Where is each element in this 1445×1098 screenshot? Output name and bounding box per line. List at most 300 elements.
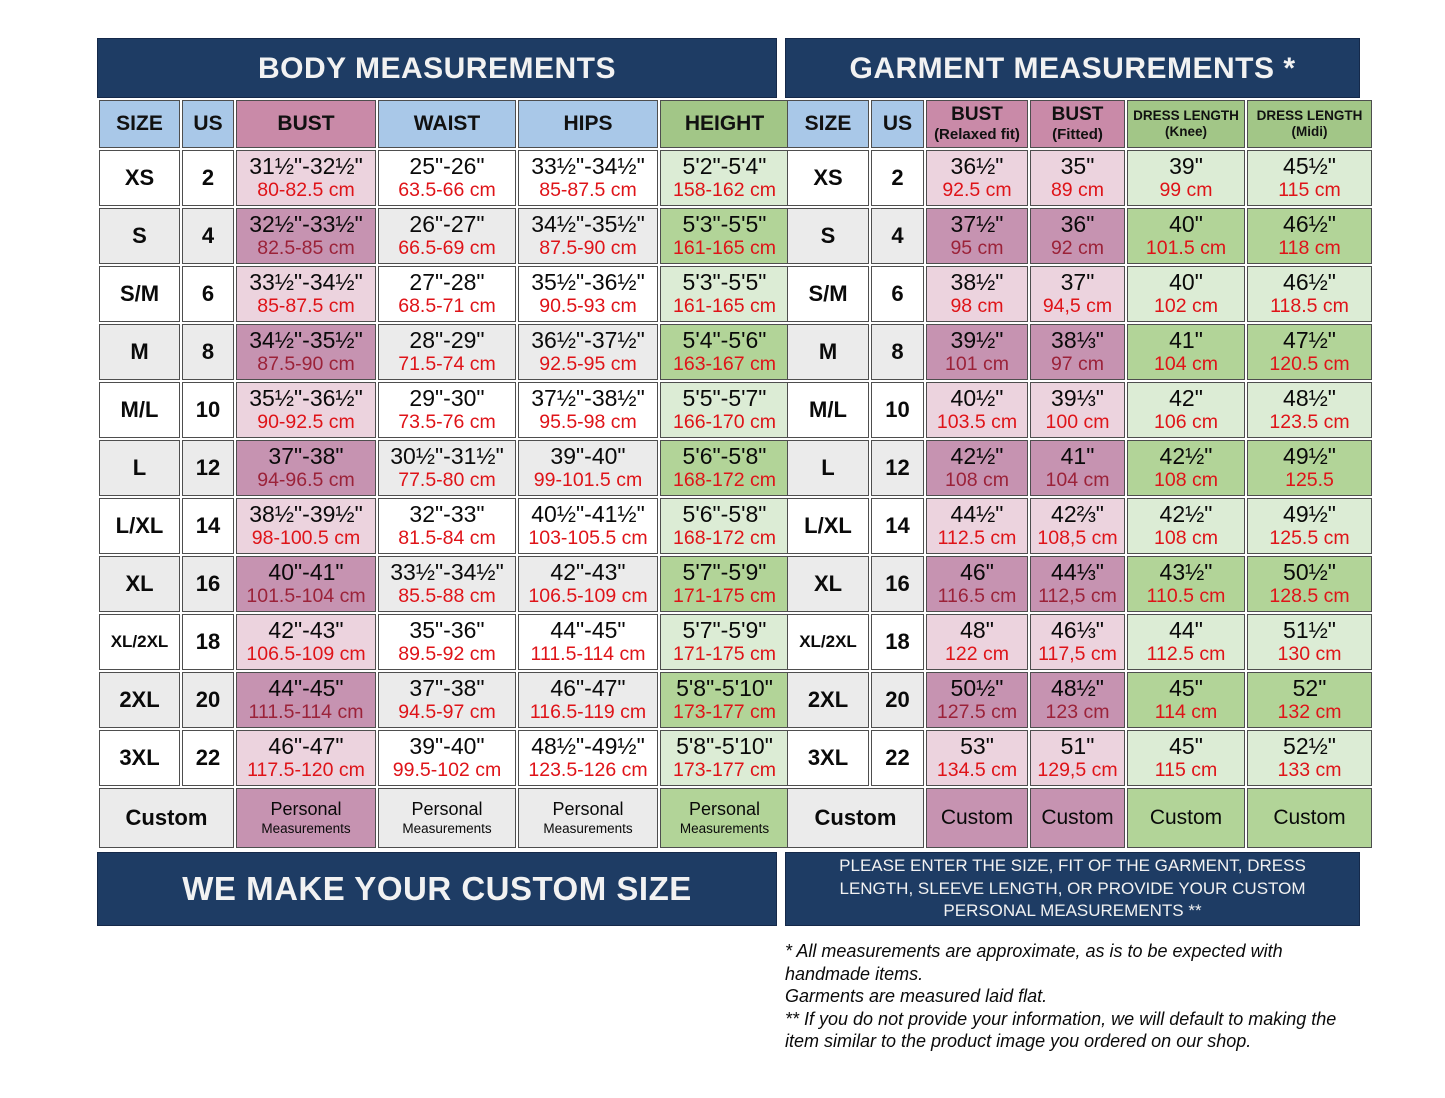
inches-value: 44" xyxy=(1169,617,1203,644)
inches-value: 51½" xyxy=(1283,617,1336,644)
measurement-cell xyxy=(660,208,789,264)
us-size-cell: 10 xyxy=(871,382,924,438)
measurement-cell xyxy=(660,382,789,438)
column-header xyxy=(378,100,516,148)
cm-value: 132 cm xyxy=(1277,701,1342,724)
us-size-cell: 4 xyxy=(871,208,924,264)
cm-value: 123 cm xyxy=(1045,701,1110,724)
us-size-cell: 8 xyxy=(871,324,924,380)
cm-value: 89 cm xyxy=(1050,179,1105,202)
custom-label-cell: Custom xyxy=(787,788,924,848)
measurement-cell xyxy=(1247,208,1372,264)
us-size-cell: 6 xyxy=(182,266,234,322)
table-row xyxy=(99,266,789,322)
cm-value: 85.5-88 cm xyxy=(398,585,496,608)
column-label: HIPS xyxy=(563,112,613,136)
column-header xyxy=(182,100,234,148)
measurement-cell xyxy=(1127,382,1245,438)
inches-value: 5'2"-5'4" xyxy=(682,153,767,180)
cm-value: 108 cm xyxy=(945,469,1009,492)
cm-value: 85-87.5 cm xyxy=(257,295,355,318)
inches-value: 53" xyxy=(960,733,994,760)
cm-value: 80-82.5 cm xyxy=(257,179,355,202)
measurement-cell xyxy=(926,498,1028,554)
measurement-cell xyxy=(1127,266,1245,322)
column-label: DRESS LENGTH xyxy=(1133,107,1239,123)
inches-value: 39½" xyxy=(950,327,1004,354)
column-sublabel: (Fitted) xyxy=(1052,125,1103,143)
cm-value: 100 cm xyxy=(1045,411,1110,434)
cm-value: 94,5 cm xyxy=(1042,295,1113,318)
size-cell: M xyxy=(99,324,180,380)
measurement-cell xyxy=(660,150,789,206)
custom-cell-text: Measurements xyxy=(402,820,492,836)
us-size-cell: 20 xyxy=(182,672,234,728)
measurement-cell xyxy=(926,324,1028,380)
custom-cell-text: Personal xyxy=(411,799,483,820)
measurement-cell xyxy=(926,266,1028,322)
column-label: WAIST xyxy=(413,112,481,136)
inches-value: 45" xyxy=(1169,733,1203,760)
cm-value: 94.5-97 cm xyxy=(398,701,496,724)
custom-cell xyxy=(1247,788,1372,848)
cm-value: 63.5-66 cm xyxy=(398,179,496,202)
inches-value: 38⅓" xyxy=(1051,327,1104,354)
inches-value: 5'4"-5'6" xyxy=(682,327,767,354)
custom-size-banner: WE MAKE YOUR CUSTOM SIZE xyxy=(97,852,777,926)
cm-value: 171-175 cm xyxy=(673,643,776,666)
cm-value: 128.5 cm xyxy=(1269,585,1350,608)
cm-value: 103-105.5 cm xyxy=(528,527,648,550)
measurement-cell xyxy=(518,440,658,496)
header-row xyxy=(787,100,1372,148)
measurement-cell xyxy=(1030,498,1125,554)
cm-value: 95 cm xyxy=(950,237,1004,260)
size-cell: S xyxy=(787,208,869,264)
inches-value: 34½"-35½" xyxy=(531,211,645,238)
measurement-cell xyxy=(1247,266,1372,322)
measurement-cell xyxy=(1127,614,1245,670)
inches-value: 36½"-37½" xyxy=(531,327,645,354)
column-header xyxy=(518,100,658,148)
cm-value: 95.5-98 cm xyxy=(539,411,637,434)
size-cell: L xyxy=(99,440,180,496)
measurement-cell xyxy=(1247,440,1372,496)
measurement-cell xyxy=(236,382,376,438)
custom-cell xyxy=(518,788,658,848)
garment-table-title: GARMENT MEASUREMENTS * xyxy=(785,38,1360,98)
cm-value: 77.5-80 cm xyxy=(398,469,496,492)
custom-cell xyxy=(378,788,516,848)
table-row xyxy=(787,614,1372,670)
measurement-cell xyxy=(1247,150,1372,206)
garment-measurements-table xyxy=(785,98,1374,850)
order-instructions-banner: PLEASE ENTER THE SIZE, FIT OF THE GARMENT, DRESS LENGTH, SLEEVE LENGTH, OR PROVIDE YOUR CUSTOM PERSONAL MEASUREMENTS ** xyxy=(785,852,1360,926)
inches-value: 42⅔" xyxy=(1051,501,1104,528)
inches-value: 35"-36" xyxy=(409,617,485,644)
cm-value: 171-175 cm xyxy=(673,585,776,608)
custom-cell-text: Measurements xyxy=(261,820,351,836)
inches-value: 5'8"-5'10" xyxy=(676,733,773,760)
measurement-cell xyxy=(236,208,376,264)
inches-value: 43½" xyxy=(1159,559,1213,586)
measurement-cell xyxy=(926,440,1028,496)
measurement-cell xyxy=(1030,150,1125,206)
cm-value: 111.5-114 cm xyxy=(530,643,646,666)
garment-table-header xyxy=(787,100,1372,148)
us-size-cell: 2 xyxy=(182,150,234,206)
cm-value: 108 cm xyxy=(1154,527,1218,550)
inches-value: 42½" xyxy=(950,443,1004,470)
column-sublabel: (Knee) xyxy=(1164,123,1207,139)
cm-value: 101 cm xyxy=(945,353,1009,376)
inches-value: 48½"-49½" xyxy=(531,733,645,760)
measurement-cell xyxy=(518,614,658,670)
measurement-cell xyxy=(1247,498,1372,554)
measurement-cell xyxy=(236,730,376,786)
cm-value: 125.5 cm xyxy=(1269,527,1350,550)
cm-value: 118.5 cm xyxy=(1270,295,1349,318)
cm-value: 112.5 cm xyxy=(937,527,1017,550)
measurement-cell xyxy=(236,614,376,670)
table-row xyxy=(99,440,789,496)
custom-cell xyxy=(1030,788,1125,848)
size-cell: XS xyxy=(787,150,869,206)
column-label: BUST xyxy=(277,112,335,136)
size-cell: XL/2XL xyxy=(787,614,869,670)
cm-value: 92.5 cm xyxy=(942,179,1012,202)
inches-value: 51" xyxy=(1060,733,1095,760)
cm-value: 99 cm xyxy=(1159,179,1213,202)
column-header xyxy=(926,100,1028,148)
body-table-title: BODY MEASUREMENTS xyxy=(97,38,777,98)
cm-value: 90-92.5 cm xyxy=(257,411,355,434)
measurement-cell xyxy=(518,498,658,554)
inches-value: 33½"-34½" xyxy=(531,153,645,180)
inches-value: 42½" xyxy=(1159,501,1213,528)
cm-value: 87.5-90 cm xyxy=(257,353,355,376)
inches-value: 26"-27" xyxy=(409,211,485,238)
measurement-cell xyxy=(518,208,658,264)
table-row xyxy=(787,730,1372,786)
measurement-cell xyxy=(236,440,376,496)
measurement-cell xyxy=(1247,382,1372,438)
table-row xyxy=(99,730,789,786)
measurement-cell xyxy=(660,266,789,322)
measurement-cell xyxy=(1030,672,1125,728)
inches-value: 46"-47" xyxy=(268,733,344,760)
cm-value: 111.5-114 cm xyxy=(248,701,364,724)
garment-table-body xyxy=(787,150,1372,848)
table-row xyxy=(787,498,1372,554)
footnote-line: * All measurements are approximate, as is to be expected with handmade items. xyxy=(785,941,1283,984)
inches-value: 37½" xyxy=(950,211,1004,238)
inches-value: 37½"-38½" xyxy=(531,385,645,412)
garment-measurements-section xyxy=(785,38,1363,1053)
cm-value: 166-170 cm xyxy=(673,411,776,434)
cm-value: 99.5-102 cm xyxy=(392,759,502,782)
size-cell: S/M xyxy=(99,266,180,322)
cm-value: 97 cm xyxy=(1050,353,1105,376)
us-size-cell: 2 xyxy=(871,150,924,206)
inches-value: 42½" xyxy=(1159,443,1213,470)
measurement-cell xyxy=(378,498,516,554)
measurement-cell xyxy=(378,440,516,496)
cm-value: 106.5-109 cm xyxy=(246,643,366,666)
column-label: DRESS LENGTH xyxy=(1256,107,1363,123)
measurement-cell xyxy=(1030,614,1125,670)
inches-value: 5'8"-5'10" xyxy=(676,675,773,702)
inches-value: 28"-29" xyxy=(409,327,485,354)
measurement-cell xyxy=(926,556,1028,612)
measurement-cell xyxy=(518,730,658,786)
custom-cell xyxy=(926,788,1028,848)
measurement-cell xyxy=(1127,150,1245,206)
cm-value: 158-162 cm xyxy=(673,179,776,202)
us-size-cell: 16 xyxy=(871,556,924,612)
table-row xyxy=(99,150,789,206)
inches-value: 5'6"-5'8" xyxy=(682,443,767,470)
cm-value: 134.5 cm xyxy=(936,759,1018,782)
column-label: US xyxy=(193,112,223,136)
footnote-line: Garments are measured laid flat. xyxy=(785,986,1048,1006)
inches-value: 44"-45" xyxy=(550,617,626,644)
inches-value: 46"-47" xyxy=(550,675,626,702)
cm-value: 94-96.5 cm xyxy=(257,469,355,492)
size-cell: 3XL xyxy=(99,730,180,786)
measurement-cell xyxy=(660,672,789,728)
inches-value: 40"-41" xyxy=(268,559,344,586)
measurement-cell xyxy=(518,672,658,728)
inches-value: 52½" xyxy=(1283,733,1336,760)
us-size-cell: 4 xyxy=(182,208,234,264)
measurement-cell xyxy=(518,324,658,380)
measurement-cell xyxy=(378,556,516,612)
measurement-cell xyxy=(236,556,376,612)
table-row xyxy=(787,266,1372,322)
inches-value: 38½"-39½" xyxy=(249,501,363,528)
cm-value: 101.5 cm xyxy=(1145,237,1227,260)
cm-value: 117.5-120 cm xyxy=(247,759,365,782)
measurement-cell xyxy=(660,498,789,554)
custom-cell-text: Personal xyxy=(552,799,624,820)
cm-value: 120.5 cm xyxy=(1269,353,1350,376)
cm-value: 122 cm xyxy=(945,643,1009,666)
cm-value: 66.5-69 cm xyxy=(398,237,496,260)
inches-value: 35" xyxy=(1060,153,1095,180)
measurement-cell xyxy=(378,150,516,206)
size-cell: S xyxy=(99,208,180,264)
cm-value: 163-167 cm xyxy=(673,353,776,376)
us-size-cell: 18 xyxy=(871,614,924,670)
table-row xyxy=(787,440,1372,496)
table-row xyxy=(787,150,1372,206)
measurement-cell xyxy=(1030,324,1125,380)
measurement-cell xyxy=(1127,556,1245,612)
inches-value: 39⅓" xyxy=(1051,385,1104,412)
inches-value: 44½" xyxy=(950,501,1004,528)
column-header xyxy=(99,100,180,148)
inches-value: 33½"-34½" xyxy=(390,559,504,586)
cm-value: 99-101.5 cm xyxy=(533,469,643,492)
inches-value: 42" xyxy=(1169,385,1203,412)
measurement-cell xyxy=(926,730,1028,786)
measurement-cell xyxy=(1247,324,1372,380)
body-table-body xyxy=(99,150,789,848)
cm-value: 73.5-76 cm xyxy=(398,411,496,434)
cm-value: 130 cm xyxy=(1277,643,1342,666)
column-header xyxy=(871,100,924,148)
cm-value: 161-165 cm xyxy=(673,237,776,260)
measurement-cell xyxy=(518,382,658,438)
inches-value: 48½" xyxy=(1283,385,1336,412)
cm-value: 112,5 cm xyxy=(1038,585,1117,608)
footnotes xyxy=(785,940,1360,1053)
cm-value: 116.5 cm xyxy=(937,585,1017,608)
measurement-cell xyxy=(1127,440,1245,496)
table-row xyxy=(787,556,1372,612)
column-header xyxy=(1247,100,1372,148)
column-label: BUST xyxy=(1051,103,1104,125)
inches-value: 39"-40" xyxy=(550,443,626,470)
cm-value: 168-172 cm xyxy=(673,527,776,550)
inches-value: 50½" xyxy=(950,675,1004,702)
measurement-cell xyxy=(660,556,789,612)
inches-value: 5'7"-5'9" xyxy=(682,617,767,644)
inches-value: 31½"-32½" xyxy=(249,153,363,180)
table-row xyxy=(99,556,789,612)
cm-value: 92 cm xyxy=(1050,237,1105,260)
inches-value: 39" xyxy=(1169,153,1203,180)
measurement-cell xyxy=(378,672,516,728)
inches-value: 35½"-36½" xyxy=(249,385,363,412)
measurement-cell xyxy=(1030,266,1125,322)
measurement-cell xyxy=(1030,730,1125,786)
inches-value: 52" xyxy=(1292,675,1327,702)
column-sublabel: (Midi) xyxy=(1291,123,1328,139)
size-cell: L xyxy=(787,440,869,496)
cm-value: 108 cm xyxy=(1154,469,1218,492)
cm-value: 68.5-71 cm xyxy=(398,295,496,318)
size-cell: M/L xyxy=(99,382,180,438)
inches-value: 40½" xyxy=(950,385,1004,412)
custom-cell-text: Measurements xyxy=(679,820,770,836)
custom-cell xyxy=(236,788,376,848)
header-row xyxy=(99,100,789,148)
column-header xyxy=(1030,100,1125,148)
column-label: BUST xyxy=(951,103,1003,125)
inches-value: 36½" xyxy=(950,153,1004,180)
cm-value: 104 cm xyxy=(1045,469,1110,492)
measurement-cell xyxy=(660,440,789,496)
table-row xyxy=(99,208,789,264)
measurement-cell xyxy=(1030,556,1125,612)
measurement-cell xyxy=(1030,382,1125,438)
size-cell: 2XL xyxy=(787,672,869,728)
custom-cell-text: Personal xyxy=(270,799,342,820)
inches-value: 50½" xyxy=(1283,559,1336,586)
custom-row xyxy=(787,788,1372,848)
cm-value: 115 cm xyxy=(1154,759,1218,782)
cm-value: 161-165 cm xyxy=(673,295,776,318)
custom-cell-text: Measurements xyxy=(543,820,633,836)
measurement-cell xyxy=(1247,614,1372,670)
size-cell: 3XL xyxy=(787,730,869,786)
us-size-cell: 22 xyxy=(182,730,234,786)
cm-value: 125.5 xyxy=(1285,469,1334,492)
measurement-cell xyxy=(378,324,516,380)
cm-value: 82.5-85 cm xyxy=(257,237,355,260)
custom-cell xyxy=(660,788,789,848)
custom-row xyxy=(99,788,789,848)
inches-value: 41" xyxy=(1060,443,1095,470)
cm-value: 123.5 cm xyxy=(1269,411,1350,434)
measurement-cell xyxy=(1127,730,1245,786)
measurement-cell xyxy=(378,266,516,322)
column-sublabel: (Relaxed fit) xyxy=(934,125,1020,143)
cm-value: 87.5-90 cm xyxy=(539,237,637,260)
measurement-cell xyxy=(518,266,658,322)
inches-value: 40" xyxy=(1169,269,1203,296)
size-cell: S/M xyxy=(787,266,869,322)
measurement-cell xyxy=(378,614,516,670)
measurement-cell xyxy=(378,730,516,786)
body-table-header xyxy=(99,100,789,148)
cm-value: 114 cm xyxy=(1154,701,1218,724)
table-row xyxy=(99,382,789,438)
inches-value: 46⅓" xyxy=(1051,617,1104,644)
cm-value: 108,5 cm xyxy=(1037,527,1118,550)
measurement-cell xyxy=(1127,498,1245,554)
inches-value: 38½" xyxy=(950,269,1004,296)
measurement-cell xyxy=(236,672,376,728)
size-cell: XL xyxy=(99,556,180,612)
size-cell: L/XL xyxy=(787,498,869,554)
body-measurements-section xyxy=(97,38,777,926)
cm-value: 103.5 cm xyxy=(936,411,1018,434)
measurement-cell xyxy=(236,324,376,380)
cm-value: 71.5-74 cm xyxy=(398,353,496,376)
measurement-cell xyxy=(518,150,658,206)
table-row xyxy=(787,324,1372,380)
inches-value: 49½" xyxy=(1283,443,1336,470)
inches-value: 46" xyxy=(960,559,994,586)
measurement-cell xyxy=(378,208,516,264)
inches-value: 27"-28" xyxy=(409,269,485,296)
custom-cell-text: Custom xyxy=(1149,806,1223,830)
table-row xyxy=(99,324,789,380)
inches-value: 45" xyxy=(1169,675,1203,702)
cm-value: 92.5-95 cm xyxy=(539,353,637,376)
measurement-cell xyxy=(660,614,789,670)
measurement-cell xyxy=(926,150,1028,206)
size-cell: M/L xyxy=(787,382,869,438)
column-header xyxy=(1127,100,1245,148)
table-row xyxy=(99,672,789,728)
custom-label-cell: Custom xyxy=(99,788,234,848)
column-header xyxy=(660,100,789,148)
cm-value: 112.5 cm xyxy=(1146,643,1226,666)
inches-value: 5'3"-5'5" xyxy=(682,211,767,238)
inches-value: 44⅓" xyxy=(1051,559,1104,586)
column-label: HEIGHT xyxy=(684,112,765,136)
cm-value: 81.5-84 cm xyxy=(398,527,496,550)
column-label: SIZE xyxy=(116,112,163,136)
cm-value: 98 cm xyxy=(950,295,1004,318)
inches-value: 29"-30" xyxy=(409,385,485,412)
inches-value: 37"-38" xyxy=(268,443,344,470)
inches-value: 30½"-31½" xyxy=(390,443,504,470)
